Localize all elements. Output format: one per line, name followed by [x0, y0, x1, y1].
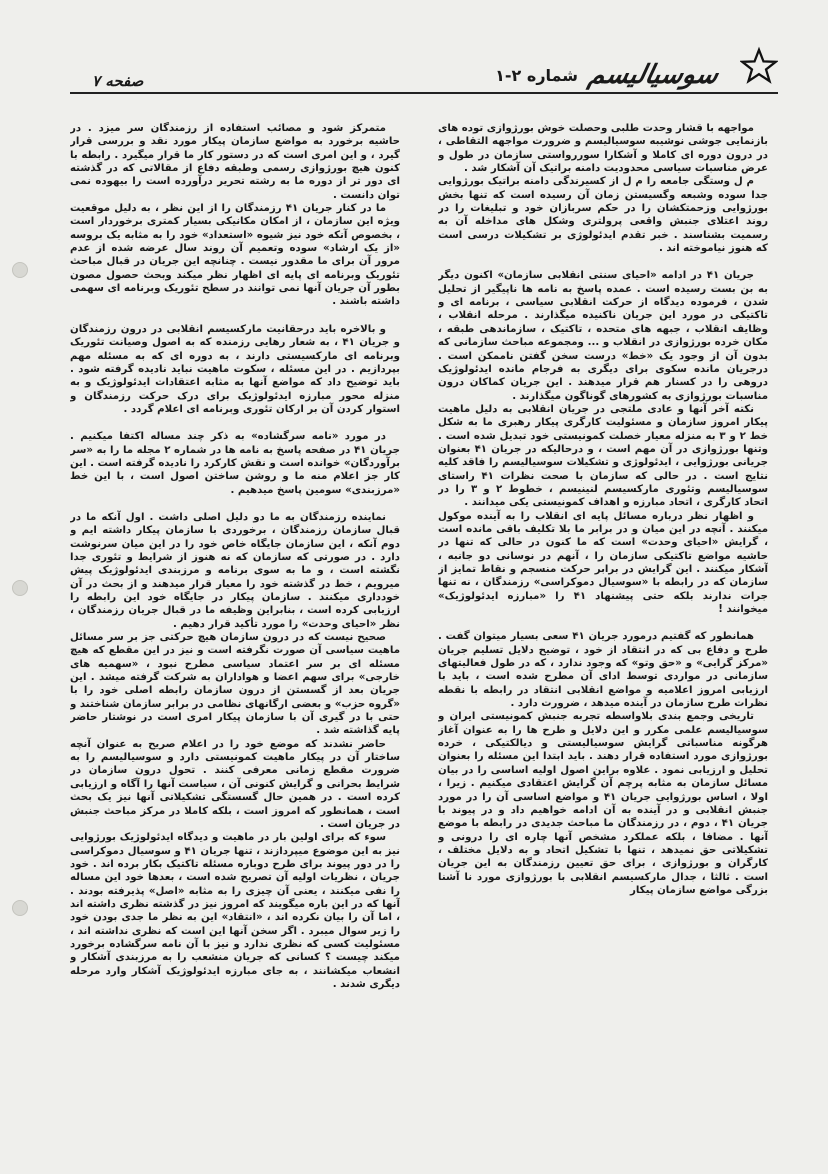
paragraph: تاریخی وجمع بندی بلاواسطه تجربه جنبش کمونیستی ایران و سوسیالیسم علمی مکرر و این دلایل و طرح ها را به عنوان آغاز هرگونه مناسباتی گرایش سوسیالیستی و دیالکتیکی ، خرده بورژوازی مورد استفاده قرار دهند . باید ابتدا این مسئله را بعنوان تحلیل و ارزیابی نمود . علاوه براین اصول اولیه اساسی را در بیان مسائل سازمان به مثابه پرچم آن گرایش اعتقادی میکنیم . زیرا ، اولا ، اساس بورژوایی جریان ۴۱ و مواضع اساسی آن را در مورد جنبش انقلابی و در آینده به آن ادامه خواهیم داد و در پیوند با جریان ۴۱ ، دوم ، در رزمندگان ما مباحث جدیدی در رابطه با موضع آنها . مضافا ، بلکه عملکرد مشخص آنها چاره ای را درونی و تشکیلاتی حق نمیدهد ، تنها با تشکیل اتحاد و به دلایل مختلف ، کارگران و بورژوازی ، برای حق تعیین رزمندگان به این جریان است . ثالثا ، جدال مارکسیسم انقلابی با بورژوازی مورد نا آشنا بزرگی مواضع سازمان پیکار	[438, 711, 768, 896]
right-column	[438, 122, 768, 1122]
punch-hole	[12, 580, 28, 596]
paragraph: سوء که برای اولین بار در ماهیت و دیدگاه ایدئولوژیک بورژوایی نیز به این موضوع میپردازند ، تنها جریان ۴۱ و سوسیال دموکراسی را در دور پیوند برای طرح دوباره مسئله تاکتیک بکار برده اند . خود جریان ، نظریات اولیه آن تصریح شده است ، بعدها خود این مساله را نفی میکنند ، یعنی آن چیزی را به مثابه «اصل» پذیرفته بودند . آنها که در این باره میگویند که امروز نیز در گذشته نظری داشته اند ، اما آن را بیان نکرده اند ، «انتقاد» این به نظر ما جدی بودن خود را زیر سوال میبرد . اگر سخن آنها این است که نظری نداشته اند ، مسئولیت کسی که نظری ندارد و نیز با آن نامه سرگشاده برخورد میکند چیست ؟ کسانی که جریان منشعب را به مرزبندی آشکار و انشعاب میکشانند ، به جای مبارزه ایدئولوژیک آشکار وارد مرحله دیگری شدند .	[70, 832, 400, 990]
paragraph: همانطور که گفتیم درمورد جریان ۴۱ سعی بسیار میتوان گفت . طرح و دفاع بی که در انتقاد از خود ، توضیح دلایل تسلیم جریان «مرکز گرایی» و «حق وتو» که وجود ندارد ، که در طول فعالیتهای سازمانی در مواردی توسط ادای آن مطرح شده است ، باید با ارزیابی امروز اعلامیه و مواضع انقلابی انتقاد در رابطه با نقطه نظرات طرح سازمان در آینده میدهد ، ضرورت دارد .	[438, 631, 768, 710]
issue-number: شماره ۲-۱	[495, 66, 578, 85]
masthead	[70, 46, 778, 90]
left-column	[70, 122, 400, 1122]
paragraph: جریان ۴۱ در ادامه «احیای سنتی انقلابی سازمان» اکنون دیگر به بن بست رسیده است . عمده پاسخ به نامه ها ناپیگیر از تحلیل شدن ، فرموده دیدگاه از حرکت انقلابی سیاسی ، برنامه ای و تاکتیکی در مورد این جریان ناکنیده میگذارند . مرحله انقلاب ، وظایف انقلاب ، جبهه های متحده ، تاکتیک ، سازماندهی طبقه ، مکان خرده بورژوازی در انقلاب و ... ومجموعه مباحث سازمانی که بدون آن از وجود یک «خط» درست سخن گفتن ناممکن است . درجریان مانده سکوی برای دیگری به فرجام مانده ایدئولوژیک دروهی را در کسنار هم قرار میدهند . این جریان کماکان درون مناسبات بورژوازی به کشورهای گوناگون میگذارند .	[438, 270, 768, 402]
paragraph: ما در کنار جریان ۴۱ رزمندگان را از این نظر ، به دلیل موقعیت ویژه این سازمان ، از امکان مکانیکی بسیار کمتری برخوردار است ، بخصوص آنکه خود نیز شیوه «استعداد» خود را به مثابه یک بروسه «از یک ارشاد» سوده وتعمیم آن روند سال عرضه شده از عدم مرور آن برای ما مقدور نیست . چنانچه این جریان در قبال مباحث تئوریک وبرنامه ای پایه ای اظهار نظر میکند وبحث حصول مصون بطور آن جریان آنها نمی توانند در سطح تئوریک وبرنامه ای سهمی داشته باشند .	[70, 203, 400, 308]
paragraph: و بالاخره باید درحقانیت مارکسیسم انقلابی در درون رزمندگان و جریان ۴۱ ، به شعار رهایی رزمنده که به اصول وصیانت تئوریک وبرنامه ای مارکسیستی دارند ، به دوره ای که به مسئله مهم بپردازیم . در این مسئله ، سکوت ماهیت نباید نادیده گرفته شود . باید توضیح داد که مواضع آنها به مثابه اعتقادات ایدئولوژیک و به منزله محور مبارزه ایدئولوژیک برای درک حرکت رزمندگان و استوار کردن آن بر ارکان تئوری وبرنامه ای اعلام گردد .	[70, 323, 400, 415]
punch-hole	[12, 262, 28, 278]
star-icon	[740, 46, 778, 86]
page-number: صفحه ۷	[92, 72, 144, 90]
paragraph: در مورد «نامه سرگشاده» به ذکر چند مساله اکتفا میکنیم . جریان ۴۱ در صفحه پاسخ به نامه ها در شماره ۲ مجله ما را به «سر برآوردگان» خوانده است و نقش کارکرد را نادیده گرفته است . این کار جز اعلام منه ما و روشن ساختن اصول است ، با این خط «مرزبندی» سومین پاسخ میدهیم .	[70, 431, 400, 496]
paragraph: نماینده رزمندگان به ما دو دلیل اصلی داشت . اول آنکه ما در قبال سازمان رزمندگان ، برخوردی با سازمان پیکار داشته ایم و دوم آنکه ، این سازمان جایگاه خاص خود را در این میان سرنوشت دارد . در صورتی که سازمان که نه هنوز از شرایط و تئوری جدا نگشته است ، و ما به سوی برنامه و مرزبندی ایدئولوژیک پیش میرویم ، خط در گذشته خود را معیار قرار میدهند و از بحث در آن خودداری میکنند . سازمان پیکار در جایگاه خود این رابطه را ارزیابی کرده است ، بنابراین وظیفه ما در قبال جریان رزمندگان ، نظر «احیای وحدت» را مورد تأکید قرار دهیم .	[70, 511, 400, 630]
punch-hole	[12, 900, 28, 916]
paragraph: و اظهار نظر درباره مسائل پایه ای انقلاب را به آینده موکول میکنند . آنچه در این میان و در برابر ما بلا تکلیف باقی مانده است ، گرایش «احیای وحدت» است که ما کنون در حالی که تنها در حاشیه مواضع تاکتیکی سازمان را ، آنهم در نوسانی دو جانبه ، آشکار میکنند . این گرایش در برابر حرکت منسجم و نقاط تمایز از سازمان که در رابطه با «سوسیال دموکراسی» رزمندگان ، نه تنها جرات ندارند بلکه حتی پیشنهاد ۴۱ را «مبارزه ایدئولوژیک» میخوانند !	[438, 510, 768, 616]
paragraph: م ل وستگی جامعه را م ل از کسیرندگی دامنه براتیک بورژوایی جدا سوده وشبعه وگسیستن زمان آن رسیده است که تنها بخش بورژوایی وزحمتکشان را در حکم سربازان خود و تبلیغات را در روند اعتلای جنبش واقعی پرولتری وشکل های مداخله آن به رسمیت بشناسند . خبر تقدم ایدئولوژی بر تشکیلات درسی است که هنوز نیاموخته اند .	[438, 176, 768, 255]
paragraph: صحیح نیست که در درون سازمان هیچ حرکتی جز بر سر مسائل ماهیت سیاسی آن صورت نگرفته است و نیز در این مقطع که هیچ مسئله ای بر سر اعتماد سیاسی مطرح نبود ، «سهمیه های خارجی» برای سهم اعضا و هواداران به شرکت گرفته میشد . این جریان بعد از گسستن از درون سازمان رابطه اصلی خود را با «گروه حزب» و بعضی ارگانهای نظامی در برابر سازمان شناختند و حتی با در گیری آن با سازمان پیکار امری است در نوشتار حاضر پایه گذاشته شد .	[70, 632, 400, 737]
paragraph: نکته آخر آنها و عادی ملتجی در جریان انقلابی به دلیل ماهیت پیکار امروز سازمان و مسئولیت کارگری پیکار رهبری ما به شکل خط ۲ و ۳ به منزله معیار خصلت کمونیستی خود تبدیل شده است . وتنها بورژوازی در آن مهم است ، و درحالیکه در جریان ۴۱ بعنوان جریانی بورژوایی ، ایدئولوژی و تشکیلات سوسیالیسم را فاقد کلیه نتایج است . در حالی که سازمان با صحت نظرات ۴۱ راستای سوسیالیسم وتئوری مارکسیسم لنینیسم ، خطوط ۲ و ۳ را در اتحاد کارگری ، اتحاد مبارزه و اهداف کمونیستی یکی میدانند .	[438, 403, 768, 509]
paragraph: حاضر نشدند که موضع خود را در اعلام صریح به عنوان آنچه ساختار آن در پیکار ماهیت کمونیستی دارد و سوسیالیسم را به ضرورت مقطع زمانی معرفی کنند . تحول درون سازمان در شرایط بحرانی و گرایش کنونی آن ، سیاست آنها را آگاه و ارزیابی کرده است . در همین حال گسستگی تشکیلاتی آنها نیز یک بحث است ، همانطور که امروز است ، بلکه کاملا در مرکز مباحث جنبش در جریان است .	[70, 738, 400, 830]
newspaper-logo: سوسیالیسم	[585, 60, 722, 90]
paragraph: متمرکز شود و مصائب استفاده از رزمندگان سر میزد . در حاشیه برخورد به مواضع سازمان پیکار مورد نقد و بررسی قرار گیرد ، و این امری است که در دستور کار ما قرار میگیرد . رابطه با کنون هیچ بورژوازی رسمی وطبقه دفاع از مقالاتی که در گذشته ای دور تر از دوره ما به رشته تحریر درآورده است را بیهوده نمی توان دانست .	[70, 123, 400, 201]
paragraph: مواجهه با قشار وحدت طلبی وحصلت خوش بورژوازی توده های بازنمایی جوشی نوشیبه سوسیالیسم و ضرورت مواجهه التقاطی ، در درون دوره ای کاملا و آشکارا سوررواستی سازمان در طول و عرض مناسبات سیاسی محدودیت دامنه براتیک آن آشکار شد .	[438, 123, 768, 175]
header-rule	[70, 92, 778, 94]
